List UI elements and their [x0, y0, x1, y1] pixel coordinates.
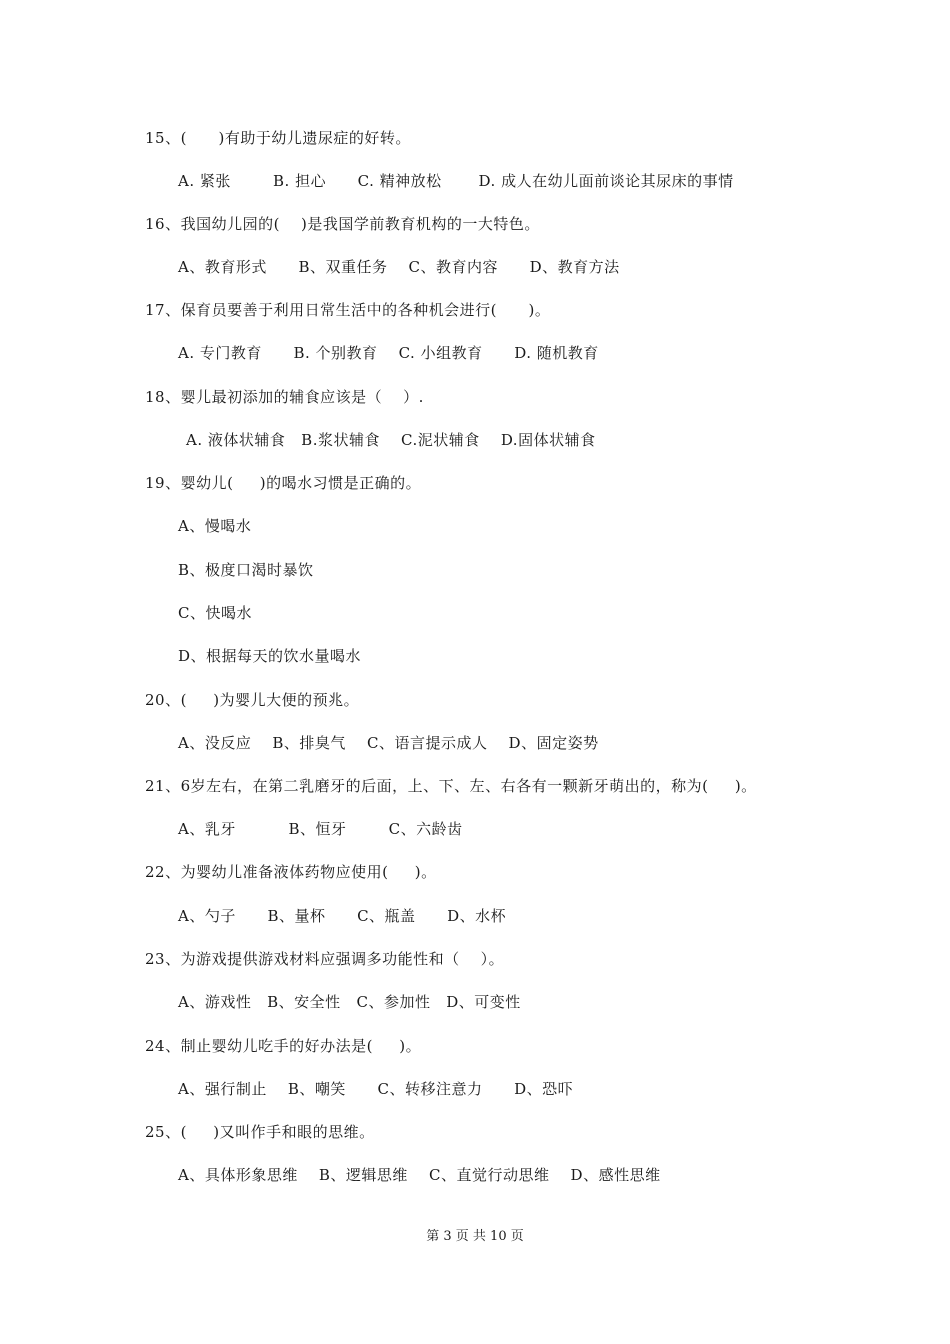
- question-16-options: A、教育形式 B、双重任务 C、教育内容 D、教育方法: [178, 258, 620, 276]
- question-20-options: A、没反应 B、排臭气 C、语言提示成人 D、固定姿势: [178, 734, 599, 752]
- question-23-stem: 23、为游戏提供游戏材料应强调多功能性和（ ）。: [145, 950, 505, 968]
- question-23-options: A、游戏性 B、安全性 C、参加性 D、可变性: [178, 993, 521, 1011]
- question-16-stem: 16、我国幼儿园的( )是我国学前教育机构的一大特色。: [145, 215, 540, 233]
- question-19-stem: 19、婴幼儿( )的喝水习惯是正确的。: [145, 474, 422, 492]
- question-18-stem: 18、婴儿最初添加的辅食应该是（ ）.: [145, 388, 424, 406]
- question-19-option-d: D、根据每天的饮水量喝水: [178, 647, 362, 665]
- question-25-options: A、具体形象思维 B、逻辑思维 C、直觉行动思维 D、感性思维: [178, 1166, 661, 1184]
- question-15-stem: 15、( )有助于幼儿遗尿症的好转。: [145, 129, 411, 147]
- question-20-stem: 20、( )为婴儿大便的预兆。: [145, 691, 360, 709]
- question-17-options: A. 专门教育 B. 个别教育 C. 小组教育 D. 随机教育: [178, 344, 599, 362]
- question-18-options: A. 液体状辅食 B.浆状辅食 C.泥状辅食 D.固体状辅食: [186, 431, 596, 449]
- question-19-option-a: A、慢喝水: [178, 517, 252, 535]
- question-19-option-b: B、极度口渴时暴饮: [178, 561, 314, 579]
- question-22-stem: 22、为婴幼儿准备液体药物应使用( )。: [145, 863, 437, 881]
- question-19-option-c: C、快喝水: [178, 604, 252, 622]
- question-25-stem: 25、( )又叫作手和眼的思维。: [145, 1123, 375, 1141]
- question-15-options: A. 紧张 B. 担心 C. 精神放松 D. 成人在幼儿面前谈论其尿床的事情: [178, 172, 734, 190]
- question-22-options: A、勺子 B、量杯 C、瓶盖 D、水杯: [178, 907, 507, 925]
- question-21-stem: 21、6岁左右，在第二乳磨牙的后面，上、下、左、右各有一颗新牙萌出的，称为( )。: [145, 777, 757, 795]
- question-24-stem: 24、制止婴幼儿吃手的好办法是( )。: [145, 1037, 422, 1055]
- question-17-stem: 17、保育员要善于利用日常生活中的各种机会进行( )。: [145, 301, 551, 319]
- question-21-options: A、乳牙 B、恒牙 C、六龄齿: [178, 820, 463, 838]
- question-24-options: A、强行制止 B、嘲笑 C、转移注意力 D、恐吓: [178, 1080, 574, 1098]
- page-number: 第 3 页 共 10 页: [426, 1229, 524, 1244]
